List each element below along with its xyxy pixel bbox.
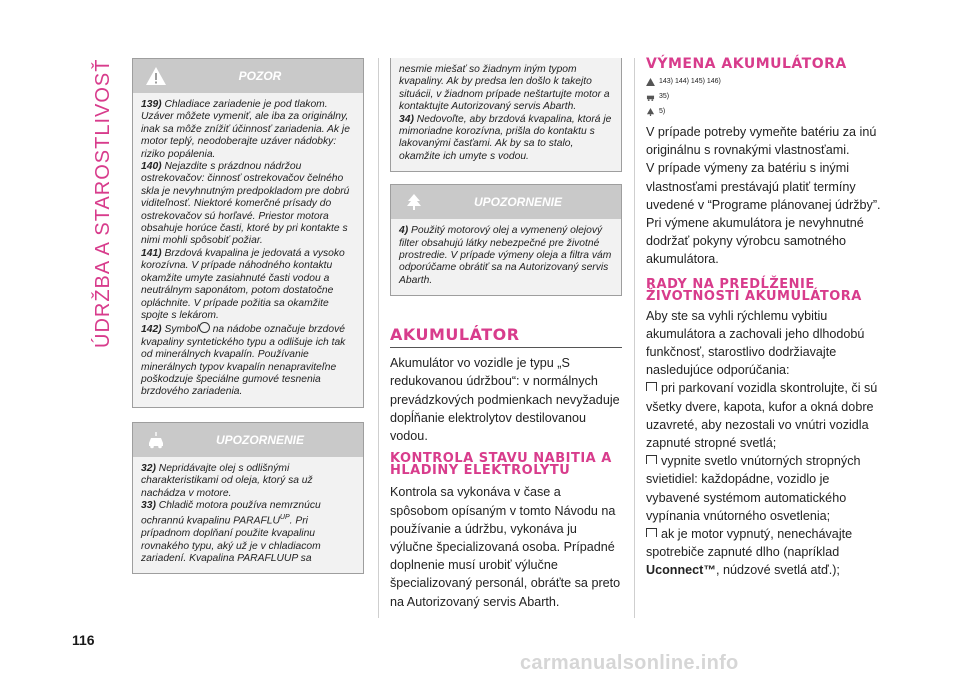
warning-box-body xyxy=(391,58,621,171)
section-heading-kontrola: KONTROLA STAVU NABITIA A HLADINY ELEKTROLYTU xyxy=(390,451,612,479)
note-number: 140) xyxy=(141,161,162,173)
note-number: 139) xyxy=(141,99,162,110)
column-divider xyxy=(634,58,635,618)
warning-box-header xyxy=(391,185,621,219)
note-text: Nepridávajte olej s odlišnými charakteristikami od oleja, ktorý sa už nachádza v motore. xyxy=(141,462,313,499)
brake-fluid-symbol-icon xyxy=(199,322,210,333)
warning-box-header xyxy=(133,59,363,93)
vymena-paragraph: V prípade výmeny za batériu s inými vlastnosťami prestávajú platiť termíny uvedené v “Programe plánovanej údržby”. xyxy=(646,161,881,212)
reference-numbers: 5) xyxy=(659,108,666,115)
watermark-text: carmanualsonline.info xyxy=(520,652,739,674)
reference-row xyxy=(646,104,882,119)
note-text: Nedovoľte, aby brzdová kvapalina, ktorá je mimoriadne korozívna, prišla do kontaktu s lakovanými časťami. Ak by sa to stalo, okamžite ich umyte s vodou. xyxy=(399,113,612,162)
note-number: 4) xyxy=(399,225,409,237)
section-heading-akumulator: AKUMULÁTOR xyxy=(390,326,622,348)
bullet-marker-icon xyxy=(646,382,657,391)
bullet-text: vypnite svetlo vnútorných stropných svietidiel: každopádne, vozidlo je vybavené systémom automatického vypínania vnútorného osvetlenia; xyxy=(646,454,861,523)
environment-tree-icon xyxy=(646,108,655,116)
warning-box-title: UPOZORNENIE xyxy=(473,195,562,210)
note-number: 142) xyxy=(141,324,162,336)
warning-box-header xyxy=(133,423,363,457)
note-text: Chladič motora používa nemrznúcu ochrannú kvapalinu PARAFLU xyxy=(141,499,321,527)
bullet-text: pri parkovaní vozidla skontrolujte, či sú všetky dvere, kapota, kufor a okná dobre uzavreté, aby nezostali vo vnútri vozidla zapnuté stropné svetlá; xyxy=(646,381,878,451)
car-caution-icon xyxy=(646,93,655,101)
note-number: 32) xyxy=(141,462,156,474)
bullet-item xyxy=(646,452,882,525)
note-superscript: UP xyxy=(279,514,290,522)
warning-paragraph xyxy=(141,322,355,398)
rady-text xyxy=(646,307,882,580)
note-text: Brzdová kvapalina je jedovatá a vysoko korozívna. V prípade náhodného kontaktu okamžite umyte zasiahnuté časti vodou a neutrálnym saponátom, potom dostatočne opláchnite. V prípade požitia sa okamžite spojte s lekárom. xyxy=(141,247,345,321)
warning-box-body xyxy=(133,457,363,574)
vymena-text xyxy=(646,123,882,269)
warning-box-continued xyxy=(390,58,622,172)
warning-triangle-icon xyxy=(646,78,655,86)
note-text: Symbol xyxy=(164,324,199,336)
warning-box-upozornenie-2 xyxy=(390,184,622,296)
reference-row xyxy=(646,74,882,89)
column-right xyxy=(646,58,882,580)
warning-paragraph xyxy=(399,114,613,164)
warning-paragraph xyxy=(399,225,613,287)
reference-list xyxy=(646,74,882,119)
rady-intro: Aby ste sa vyhli rýchlemu vybitiu akumulátora a zachovali jeho dlhodobú funkčnosť, starostlivo dodržiavajte nasledujúce odporúčania: xyxy=(646,308,865,378)
warning-paragraph xyxy=(141,500,355,565)
reference-numbers: 35) xyxy=(659,93,670,100)
chapter-side-label xyxy=(92,48,116,348)
bullet-text: ak je motor vypnutý, nenechávajte spotrebiče zapnuté dlho (napríklad xyxy=(646,527,853,560)
vymena-paragraph: Pri výmene akumulátora je nevyhnutné dodržať pokyny výrobcu samotného akumulátora. xyxy=(646,216,864,267)
warning-box-body xyxy=(391,219,621,295)
warning-paragraph xyxy=(141,161,355,248)
warning-box-pozor xyxy=(132,58,364,408)
note-text: Chladiace zariadenie je pod tlakom. Uzáver môžete vymeniť, ale iba za originálny, inak sa môže znížiť účinnosť zariadenia. Ak je motor teplý, neodoberajte uzáver nádobky: riziko popálenia. xyxy=(141,99,350,160)
note-text: na nádobe označuje brzdové kvapaliny syntetického typu a odlišuje ich tak od minerálnych kvapalín. Používanie minerálnych typov kvapalín nenapraviteľne poškodzuje špeciálne gumové tesnenia brzdového zariadenia. xyxy=(141,324,346,398)
note-number: 33) xyxy=(141,499,156,511)
kontrola-paragraph: Kontrola sa vykonáva v čase a spôsobom opísaným v tomto Návodu na používanie a údržbu, vykonáva ju výlučne špecializovaná osoba. Prípadné doplnenie musí urobiť výlučne špecializovaný personál, obráťte sa preto na Autorizovaný servis Abarth. xyxy=(390,485,621,609)
note-text: Použitý motorový olej a vymenený olejový filter obsahujú látky nebezpečné pre životné prostredie. V prípade výmeny oleja a filtra vám odporúčame obrátiť sa na Autorizovaný servis Abarth. xyxy=(399,225,612,286)
bullet-bold-text: Uconnect™ xyxy=(646,563,716,578)
warning-box-title: POZOR xyxy=(238,69,282,83)
vymena-paragraph: V prípade potreby vymeňte batériu za inú originálnu s rovnakými vlastnosťami. xyxy=(646,125,877,158)
section-heading-vymena: VÝMENA AKUMULÁTORA xyxy=(646,56,847,72)
section-heading-rady: RADY NA PREDĹŽENIE ŽIVOTNOSTI AKUMULÁTORA xyxy=(646,276,862,304)
reference-row xyxy=(646,89,882,104)
warning-box-title: UPOZORNENIE xyxy=(215,432,304,447)
warning-paragraph xyxy=(141,248,355,322)
warning-paragraph xyxy=(141,463,355,500)
warning-box-upozornenie xyxy=(132,422,364,575)
bullet-text: , núdzové svetlá atď.); xyxy=(715,563,840,578)
note-number: 141) xyxy=(141,247,162,259)
reference-numbers: 143) 144) 145) 146) xyxy=(659,78,721,85)
column-middle xyxy=(390,58,622,611)
column-divider xyxy=(378,58,379,618)
chapter-side-label-text: ÚDRŽBA A STAROSTLIVOSŤ xyxy=(92,58,114,348)
note-number: 34) xyxy=(399,113,414,125)
note-text: nesmie miešať so žiadnym iným typom kvapaliny. Ak by predsa len došlo k takejto situácii, v žiadnom prípade neštartujte motor a kontaktujte Autorizovaný servis Abarth. xyxy=(399,64,610,113)
bullet-item xyxy=(646,379,882,452)
bullet-marker-icon xyxy=(646,455,657,464)
note-text: . Pri prípadnom doplňaní použite kvapalinu rovnakého typu, aký už je v chladiacom zariadení. Kvapalina PARAFLUUP sa xyxy=(141,515,321,565)
bullet-item xyxy=(646,525,882,580)
warning-paragraph xyxy=(141,99,355,161)
bullet-marker-icon xyxy=(646,528,657,537)
warning-box-body xyxy=(133,93,363,407)
akumulator-paragraph: Akumulátor vo vozidle je typu „S redukovanou údržbou“: v normálnych prevádzkových podmienkach nevyžaduje dopĺňanie elektrolytov destilovanou vodou. xyxy=(390,356,620,444)
column-left xyxy=(132,58,364,574)
note-text: Nejazdite s prázdnou nádržou ostrekovačov: činnosť ostrekovačov čelného skla je nevyhnutným predpokladom pre dobrú viditeľnosť. Niektoré komerčné prísady do ostrekovačov sú horľavé. Priestor motora obsahuje horúce časti, ktoré by pri kontakte s nimi mohli spôsobiť požiar. xyxy=(141,161,350,247)
page-number: 116 xyxy=(72,632,95,648)
